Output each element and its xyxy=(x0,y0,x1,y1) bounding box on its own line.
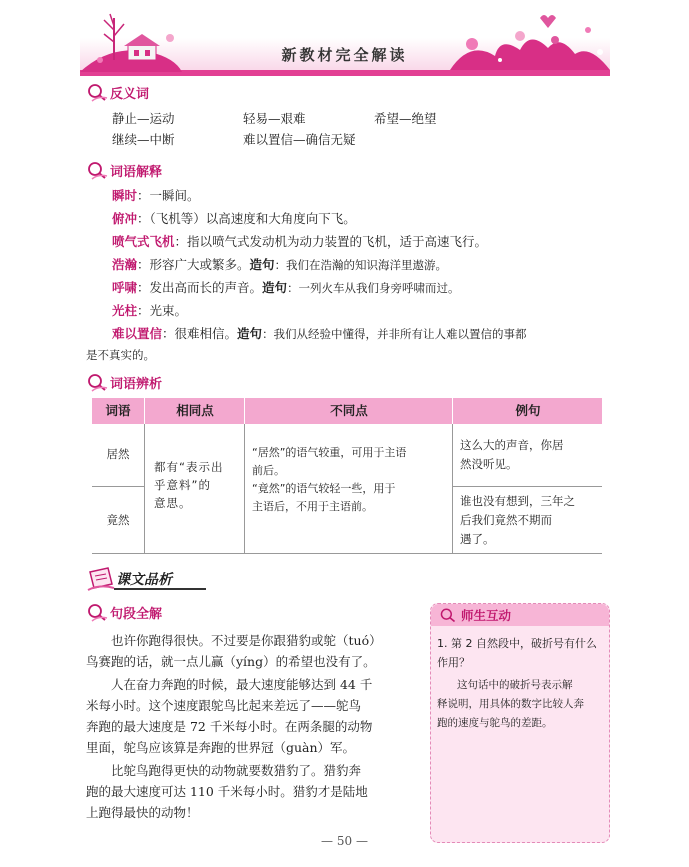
explanations-heading-text: 词语解释 xyxy=(110,164,163,180)
title-underline xyxy=(114,588,206,590)
same-cell xyxy=(154,458,240,512)
explanation-line xyxy=(112,256,447,274)
page-number: — 50 — xyxy=(321,834,368,848)
passage-line: 米每小时。这个速度跟鸵鸟比起来差远了——鸵鸟 xyxy=(86,698,362,713)
banner-decoration xyxy=(0,0,689,80)
passage-heading-text: 句段全解 xyxy=(110,606,163,622)
explanations-heading xyxy=(86,160,162,180)
notebook-icon xyxy=(86,566,116,592)
antonym-item: 轻易—艰难 xyxy=(243,111,306,126)
header-banner xyxy=(0,0,689,80)
passage-paragraph xyxy=(86,630,382,672)
example-keyword: 造句 xyxy=(262,280,288,295)
column-header: 例句 xyxy=(452,398,603,424)
page-header-title: 新教材完全解读 xyxy=(281,46,408,64)
example-line: 谁也没有想到，三年之 xyxy=(460,494,575,508)
example-line: 后我们竟然不期而 xyxy=(460,513,552,527)
separator: ： xyxy=(137,188,150,203)
table-divider xyxy=(144,424,145,554)
example-keyword: 造句 xyxy=(249,257,275,272)
separator: ： xyxy=(174,234,188,249)
comparison-table xyxy=(92,398,602,558)
question-line: 作用？ xyxy=(437,656,470,669)
explanation-text: 很难相信。 xyxy=(174,326,238,341)
table-bottom-border xyxy=(92,553,602,554)
antonym-item: 难以置信—确信无疑 xyxy=(243,132,356,147)
separator: ： xyxy=(137,211,150,226)
same-line: 乎意料”的 xyxy=(154,478,211,492)
example-keyword: 造句 xyxy=(237,326,263,341)
interaction-header xyxy=(431,604,609,626)
antonym-item: 继续—中断 xyxy=(112,132,175,147)
diff-line: “居然”的语气较重，可用于主语 xyxy=(252,446,407,459)
passage-line: 上跑得最快的动物！ xyxy=(86,805,199,820)
magnifier-icon xyxy=(86,82,108,102)
column-header: 不同点 xyxy=(244,398,453,424)
explanation-line xyxy=(112,233,487,251)
explanation-text: 形容广大或繁多。 xyxy=(149,257,250,272)
word-cell: 居然 xyxy=(106,447,130,461)
table-divider xyxy=(452,424,453,554)
magnifier-icon xyxy=(86,160,108,180)
antonym-item: 静止—运动 xyxy=(112,111,175,126)
diff-line: “竟然”的语气较轻一些，用于 xyxy=(252,482,396,495)
answer-line: 这句话中的破折号表示解 xyxy=(457,679,573,691)
explanation-line xyxy=(112,302,187,320)
answer-line: 跑的速度与鸵鸟的差距。 xyxy=(437,717,553,729)
same-line: 都有“表示出 xyxy=(154,460,224,474)
passage-line: 奔跑的最大速度是 72 千米每小时。在两条腿的动物 xyxy=(86,719,373,734)
explanation-term: 浩瀚 xyxy=(112,257,138,272)
example-sentence: ：我们在浩瀚的知识海洋里遨游。 xyxy=(274,258,448,272)
explanation-text: 一瞬间。 xyxy=(149,188,200,203)
passage-paragraph xyxy=(86,760,368,823)
word-cell: 竟然 xyxy=(106,513,130,527)
separator: ： xyxy=(137,303,150,318)
passage-line: 里面，鸵鸟应该算是奔跑的世界冠（guàn）军。 xyxy=(86,740,356,755)
separator: ： xyxy=(137,280,150,295)
explanation-text: 指以喷气式发动机为动力装置的飞机，适于高速飞行。 xyxy=(187,234,488,249)
diff-cell xyxy=(252,444,448,516)
magnifier-icon xyxy=(86,372,108,392)
table-divider xyxy=(244,424,245,554)
explanation-term: 难以置信 xyxy=(112,326,163,341)
explanation-text: 发出高而长的声音。 xyxy=(149,280,263,295)
interaction-answer xyxy=(431,672,609,733)
separator: ： xyxy=(137,257,150,272)
lesson-analysis-banner xyxy=(86,566,206,592)
example-sentence-continued: 是不真实的。 xyxy=(86,348,155,362)
antonyms-heading-text: 反义词 xyxy=(110,86,150,102)
explanation-term: 瞬时 xyxy=(112,188,138,203)
lesson-analysis-title: 课文品析 xyxy=(116,572,172,588)
passage-line: 鸟赛跑的话，就一点儿赢（yíng）的希望也没有了。 xyxy=(86,654,376,669)
antonyms-heading xyxy=(86,82,149,102)
column-header: 词语 xyxy=(105,403,131,418)
interaction-question xyxy=(431,626,609,672)
explanation-line xyxy=(112,279,460,297)
explanation-term: 呼啸 xyxy=(112,280,138,295)
antonym-item: 希望—绝望 xyxy=(374,111,437,126)
explanation-term: 光柱 xyxy=(112,303,138,318)
same-line: 意思。 xyxy=(154,496,192,510)
interaction-sidebar xyxy=(430,603,610,843)
example-cell xyxy=(460,492,598,549)
question-line: 1. 第 2 自然段中，破折号有什么 xyxy=(437,637,597,650)
example-line: 这么大的声音，你居 xyxy=(460,438,564,452)
explanation-text: 光束。 xyxy=(149,303,188,318)
example-sentence: ：我们从经验中懂得，并非所有让人难以置信的事都 xyxy=(262,327,527,341)
answer-line: 释说明，用具体的数字比较人奔 xyxy=(437,698,584,710)
passage-line: 也许你跑得很快。不过要是你跟猎豹或鸵（tuó） xyxy=(111,633,382,648)
magnifier-icon xyxy=(86,602,108,622)
table-divider xyxy=(452,486,602,487)
passage-line: 人在奋力奔跑的时候，最大速度能够达到 44 千 xyxy=(111,677,373,692)
interaction-heading: 师生互动 xyxy=(461,608,512,623)
explanation-term: 俯冲 xyxy=(112,211,138,226)
explanation-line xyxy=(112,210,356,228)
passage-line: 跑的最大速度可达 110 千米每小时。猎豹才是陆地 xyxy=(86,784,368,799)
passage-heading xyxy=(86,602,162,622)
analysis-heading-text: 词语辨析 xyxy=(110,376,163,392)
column-header: 相同点 xyxy=(144,398,245,424)
separator: ： xyxy=(162,326,175,341)
magnifier-icon xyxy=(439,606,457,624)
passage-line: 比鸵鸟跑得更快的动物就要数猎豹了。猎豹奔 xyxy=(111,763,362,778)
explanation-text: （飞机等）以高速度和大角度向下飞。 xyxy=(149,211,356,226)
diff-line: 前后。 xyxy=(252,464,285,477)
table-divider xyxy=(92,486,144,487)
passage-paragraph xyxy=(86,674,372,758)
example-line: 然没听见。 xyxy=(460,457,518,471)
explanation-line xyxy=(112,187,200,205)
analysis-heading xyxy=(86,372,162,392)
diff-line: 主语后，不用于主语前。 xyxy=(252,500,373,513)
example-line: 遇了。 xyxy=(460,532,495,546)
explanation-line xyxy=(112,325,527,343)
example-sentence: ：一列火车从我们身旁呼啸而过。 xyxy=(287,281,460,295)
explanation-term: 喷气式飞机 xyxy=(112,234,175,249)
example-cell xyxy=(460,436,598,474)
